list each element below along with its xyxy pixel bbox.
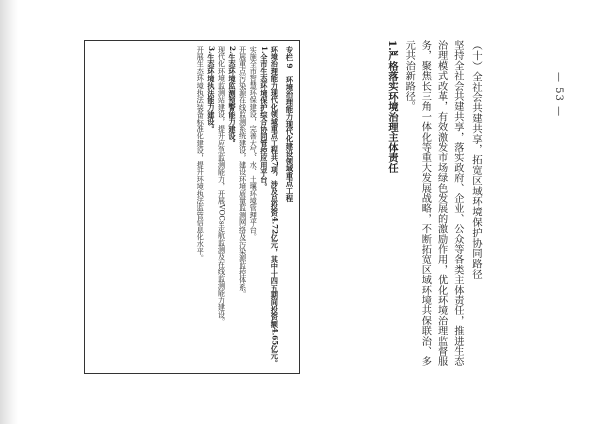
body-text: [294, 40, 484, 374]
column-box-content: [90, 46, 294, 368]
section-heading: （十）全社会共建共享，拓宽区域环境保护协同路径: [470, 40, 482, 280]
column-box-title: 专栏 9 环境治理能力现代化建设领域重点工程: [285, 46, 294, 202]
page-number: — 53 —: [553, 72, 564, 118]
scan-edge: [0, 0, 18, 424]
sub-heading: 1.严格落实环境治理主体责任: [385, 40, 398, 174]
body-paragraph: 坚持全社会共建共享，落实政府、企业、公众等各类主体责任，推进生态治理模式改革，有效激发市场绿色发展的激励作用，优化环境治理监督服务，聚焦长三角一体化等重大发展战略，不断拓宽区域环境共保联治、多元共治新路径。: [403, 40, 463, 367]
column-paragraph: 3.生态环境执法能力建设。: [206, 46, 216, 133]
column-paragraph: 环境治理能力现代化领域重点工程共7项，涉及总投资4.72亿元，其中十四五期间投资额4.65亿元。: [270, 46, 280, 367]
column-paragraph: 1.全市生态环境保护综合协同管控应用平台。: [259, 46, 269, 191]
column-paragraph: 开展生态环境执法装备标准化建设，提升环境执法监管信息化水平。: [196, 46, 206, 262]
column-paragraph: 现代化环境监测站建设，提升应急监测能力，开展VOCs走航监测及在线监测能力建设。: [217, 46, 227, 326]
column-box: [84, 40, 300, 374]
column-paragraph: 实施全市智慧环保建设，完善大气、水、土壤环境管理平台。: [249, 46, 259, 241]
column-paragraph: 2.生态环境监测预警能力建设。: [228, 46, 238, 148]
column-paragraph: 开展重点污染源在线监测系统建设，建设环境质量监测网络及污染源监控体系。: [238, 46, 248, 298]
